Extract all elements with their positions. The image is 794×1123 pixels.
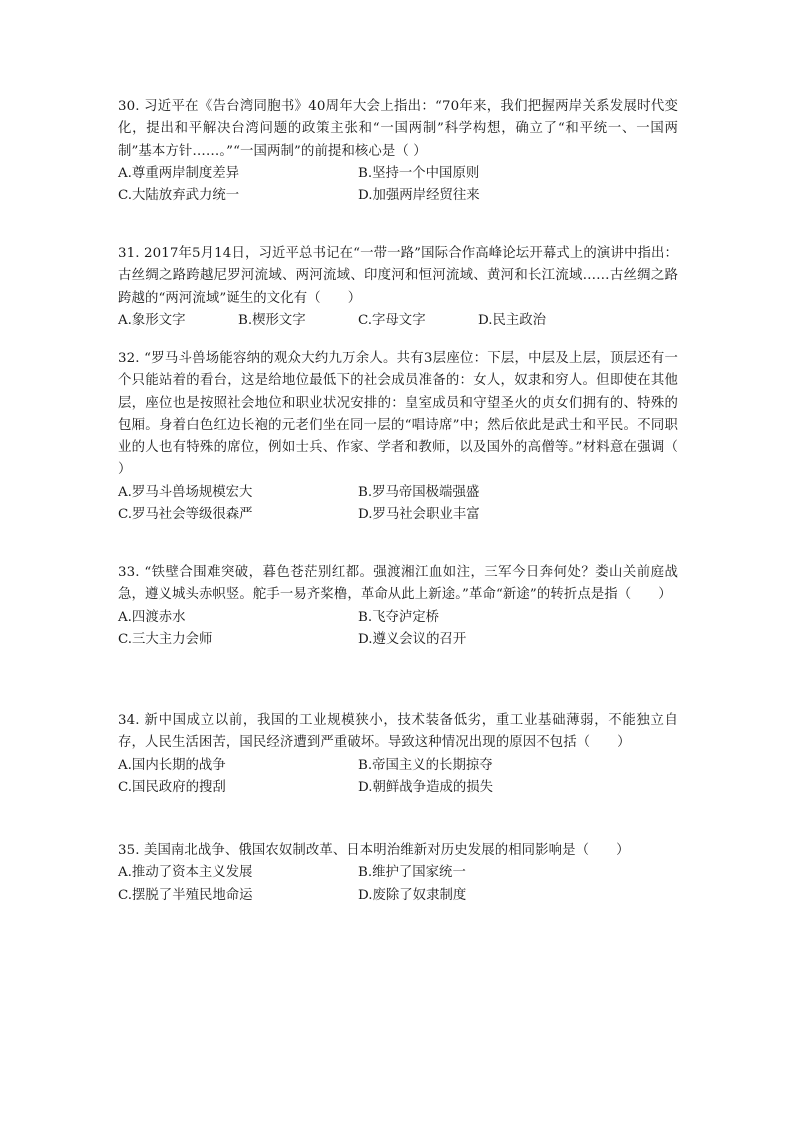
option-a[interactable]: A.推动了资本主义发展: [118, 865, 253, 881]
option-b[interactable]: B.维护了国家统一: [358, 865, 466, 881]
option-c[interactable]: C.三大主力会师: [118, 631, 213, 647]
option-c[interactable]: C.字母文字: [358, 312, 426, 328]
option-a[interactable]: A.四渡赤水: [118, 609, 186, 625]
option-a[interactable]: A.象形文字: [118, 312, 186, 328]
option-b[interactable]: B.飞夺泸定桥: [358, 609, 440, 625]
option-d[interactable]: D.废除了奴隶制度: [358, 887, 467, 903]
option-d[interactable]: D.罗马社会职业丰富: [358, 507, 480, 523]
question-stem: 31. 2017年5月14日，习近平总书记在“一带一路”国际合作高峰论坛开幕式上的演讲中指出：古丝绸之路跨越尼罗河流域、两河流域、印度河和恒河流域、黄河和长江流域……古丝绸之路跨越的“两河流域”诞生的文化有（ ）: [118, 246, 678, 306]
question-33: [118, 562, 678, 651]
question-30: [118, 96, 678, 207]
option-d[interactable]: D.朝鲜战争造成的损失: [358, 779, 494, 795]
option-b[interactable]: B.帝国主义的长期掠夺: [358, 757, 493, 773]
option-b[interactable]: B.楔形文字: [238, 312, 306, 328]
option-d[interactable]: D.民主政治: [478, 312, 547, 328]
options: [118, 607, 678, 652]
option-d[interactable]: D.加强两岸经贸往来: [358, 188, 480, 204]
option-c[interactable]: C.罗马社会等级很森严: [118, 507, 253, 523]
option-a[interactable]: A.国内长期的战争: [118, 757, 226, 773]
question-stem: 32. “罗马斗兽场能容纳的观众大约九万余人。共有3层座位：下层，中层及上层，顶层还有一个只能站着的看台，这是给地位最低下的社会成员准备的：女人，奴隶和穷人。但即使在其他层，座位也是按照社会地位和职业状况安排的：皇室成员和守望圣火的贞女们拥有的、特殊的包厢。身着白色红边长袍的元老们坐在同一层的“唱诗席”中；然后依此是武士和平民。不同职业的人也有特殊的席位，例如士兵、作家、学者和教师，以及国外的高僧等。”材料意在强调（ ）: [118, 351, 678, 478]
option-b[interactable]: B.罗马帝国极端强盛: [358, 484, 480, 500]
question-stem: 33. “铁壁合围难突破，暮色苍茫别红都。强渡湘江血如注，三军今日奔何处？娄山关前庭战急，遵义城头赤帜竖。舵手一易齐桨橹，革命从此上新途。”革命“新途”的转折点是指（ ）: [118, 565, 678, 603]
option-a[interactable]: A.罗马斗兽场规模宏大: [118, 484, 253, 500]
options: [118, 163, 678, 208]
question-32: [118, 348, 678, 526]
option-d[interactable]: D.遵义会议的召开: [358, 631, 467, 647]
option-c[interactable]: C.国民政府的搜刮: [118, 779, 226, 795]
option-a[interactable]: A.尊重两岸制度差异: [118, 165, 240, 181]
question-stem: 30. 习近平在《告台湾同胞书》40周年大会上指出：“70年来，我们把握两岸关系发展时代变化，提出和平解决台湾问题的政策主张和“一国两制”科学构想，确立了“和平统一、一国两制”基本方针……。”“一国两制”的前提和核心是（ ）: [118, 99, 678, 159]
question-34: [118, 710, 678, 799]
option-c[interactable]: C.摆脱了半殖民地命运: [118, 887, 253, 903]
option-c[interactable]: C.大陆放弃武力统一: [118, 188, 240, 204]
option-b[interactable]: B.坚持一个中国原则: [358, 165, 480, 181]
options: [118, 310, 678, 332]
options: [118, 862, 678, 907]
question-stem: 35. 美国南北战争、俄国农奴制改革、日本明治维新对历史发展的相同影响是（ ）: [118, 843, 630, 858]
options: [118, 755, 678, 800]
question-stem: 34. 新中国成立以前，我国的工业规模狭小，技术装备低劣，重工业基础薄弱，不能独立自存，人民生活困苦，国民经济遭到严重破坏。导致这种情况出现的原因不包括（ ）: [118, 713, 678, 751]
question-31: [118, 243, 678, 332]
question-35: [118, 840, 678, 907]
options: [118, 482, 678, 527]
